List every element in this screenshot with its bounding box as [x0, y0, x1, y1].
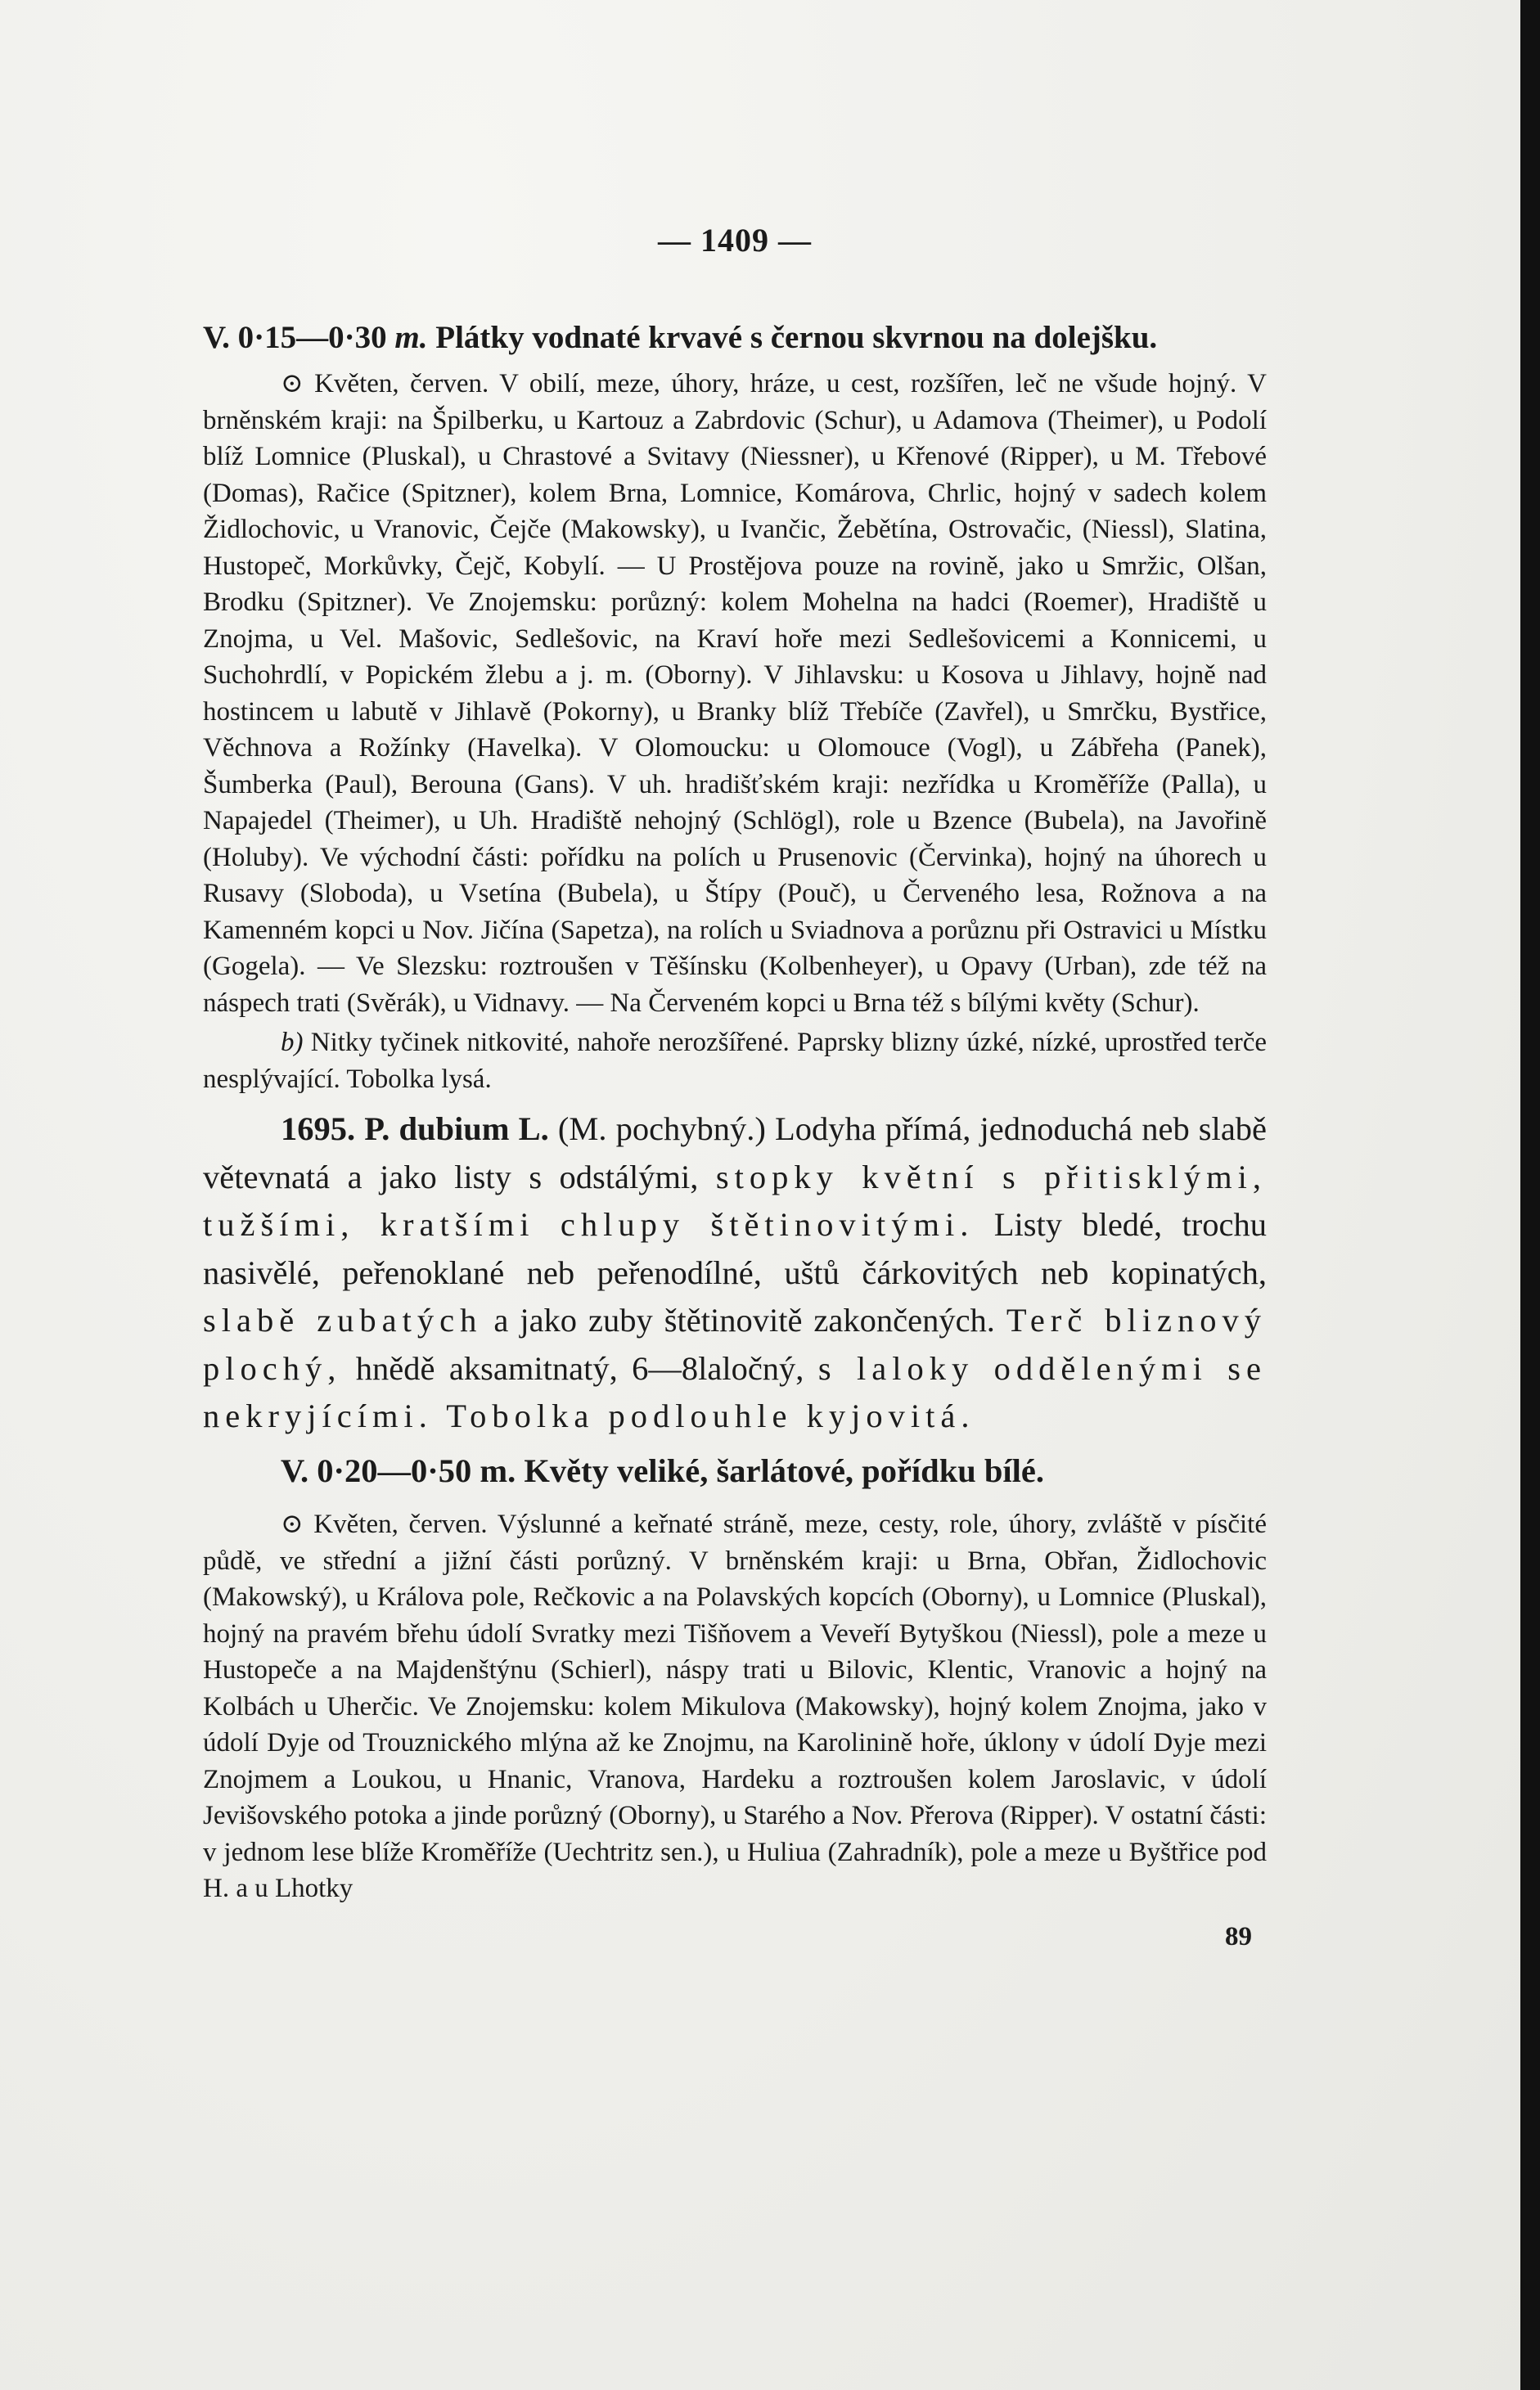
species-desc-h: s laloky oddělenými se nekryjícími. Tobolka podlouhle kyjovitá.	[203, 1349, 1267, 1434]
annual-symbol-icon: ⊙	[281, 369, 304, 398]
variety-text: Nitky tyčinek nitkovité, nahoře nerozšířené. Paprsky blizny úzké, nízké, uprostřed terče nesplývající. Tobolka lysá.	[203, 1028, 1267, 1094]
species-desc-d: slabě zubatých	[203, 1302, 483, 1339]
species-name: P. dubium L.	[364, 1110, 549, 1147]
distribution-paragraph-1	[203, 366, 1267, 1021]
distribution-text-2: Květen, červen. Výslunné a keřnaté stráně, meze, cesty, role, úhory, zvláště v písčité půdě, ve střední a jižní části porůzný. V brněnském kraji: u Brna, Obřan, Židlochovic (Makowský), u Králova pole, Rečkovic a na Polavských kopcích (Oborny), u Lomnice (Pluskal), hojný na pravém břehu údolí Svratky mezi Tišňovem a Veveří Bytyškou (Niessl), pole a meze u Hustopeče a na Majdenštýnu (Schierl), náspy trati u Bilovic, Klentic, Vranovic a hojný na Kolbách u Uherčic. Ve Znojemsku: kolem Mikulova (Makowsky), hojný kolem Znojma, jako v údolí Dyje od Trouznického mlýna až ke Znojmu, na Karolinině hoře, úklony v údolí Dyje mezi Znojmem a Loukou, u Hnanic, Vranova, Hardeku a roztroušen kolem Jaroslavic, v údolí Jevišovského potoka a jinde porůzný (Oborny), u Starého a Nov. Přerova (Ripper). V ostatní části: v jednom lese blíže Kroměříže (Uechtritz sen.), u Huliua (Zahradník), pole a meze u Byštřice pod H. a u Lhotky	[203, 1510, 1268, 1903]
distribution-paragraph-2	[203, 1506, 1267, 1907]
size-line	[203, 315, 1267, 361]
page-content	[203, 221, 1267, 1952]
species-desc-a: Lodyha přímá, jednoduchá neb slabě větevnatá a jako listy s odstálými,	[203, 1110, 1268, 1195]
petal-description: Plátky vodnaté krvavé s černou skvrnou na dolejšku.	[435, 320, 1158, 355]
species-desc-b: stopky květní s přitisklými, tužšími, kratšími chlupy štětinovitými.	[203, 1158, 1268, 1243]
variety-label: b)	[281, 1028, 304, 1057]
species-desc-c: Listy bledé, trochu nasivělé, peřenoklané neb peřenodílné, uštů čárkovitých neb kopinatých,	[203, 1206, 1267, 1291]
printed-page-number: 89	[1225, 1921, 1252, 1951]
species-number: 1695.	[281, 1110, 356, 1147]
page-number: — 1409 —	[658, 222, 812, 259]
species-desc-g: hnědě aksamitnatý, 6—8laločný,	[355, 1349, 804, 1387]
size-line-2: V. 0·20—0·50 m. Květy veliké, šarlátové, pořídku bílé.	[281, 1452, 1045, 1489]
annual-symbol-icon-2: ⊙	[281, 1510, 304, 1539]
species-description	[203, 1105, 1267, 1441]
size-unit: m.	[394, 320, 428, 355]
species-desc-f: Terč bliznový plochý,	[203, 1302, 1267, 1387]
variety-b-paragraph	[203, 1024, 1267, 1097]
distribution-text-1: Květen, červen. V obilí, meze, úhory, hráze, u cest, rozšířen, leč ne všude hojný. V brněnském kraji: na Špilberku, u Kartouz a Zabrdovic (Schur), u Adamova (Theimer), u Podolí blíž Lomnice (Pluskal), u Chrastové a Svitavy (Niessner), u Křenové (Ripper), u M. Třebové (Domas), Račice (Spitzner), kolem Brna, Lomnice, Komárova, Chrlic, hojný v sadech kolem Židlochovic, u Vranovic, Čejče (Makowsky), u Ivančic, Žebětína, Ostrovačic, (Niessl), Slatina, Hustopeč, Morkůvky, Čejč, Kobylí. — U Prostějova pouze na rovině, jako u Smržic, Olšan, Brodku (Spitzner). Ve Znojemsku: porůzný: kolem Mohelna na hadci (Roemer), Hradiště u Znojma, u Vel. Mašovic, Sedlešovic, na Kraví hoře mezi Sedlešovicemi a Konnicemi, u Suchohrdlí, v Popickém žlebu a j. m. (Oborny). V Jihlavsku: u Kosova u Jihlavy, hojně nad hostincem u labutě v Jihlavě (Pokorny), u Branky blíž Třebíče (Zavřel), u Smrčku, Bystřice, Věchnova a Rožínky (Havelka). V Olomoucku: u Olomouce (Vogl), u Zábřeha (Panek), Šumberka (Paul), Berouna (Gans). V uh. hradišťském kraji: nezřídka u Kroměříže (Palla), u Napajedel (Theimer), u Uh. Hradiště nehojný (Schlögl), role u Bzence (Bubela), na Javořině (Holuby). Ve východní části: pořídku na polích u Prusenovic (Červinka), hojný na úhorech u Rusavy (Sloboda), u Vsetína (Bubela), u Štípy (Pouč), u Červeného lesa, Rožnova a na Kamenném kopci u Nov. Jičína (Sapetza), na rolích u Sviadnova a porůznu při Ostravici u Místku (Gogela). — Ve Slezsku: roztroušen v Těšínsku (Kolbenheyer), u Opavy (Urban), zde též na náspech trati (Svěrák), u Vidnavy. — Na Červeném kopci u Brna též s bílými květy (Schur).	[203, 369, 1267, 1018]
scan-edge	[1520, 0, 1540, 2390]
size-range: V. 0·15—0·30	[203, 320, 387, 355]
species-common-name: (M. pochybný.)	[557, 1110, 766, 1147]
species-desc-e: a jako zuby štětinovitě zakončených.	[493, 1302, 995, 1339]
